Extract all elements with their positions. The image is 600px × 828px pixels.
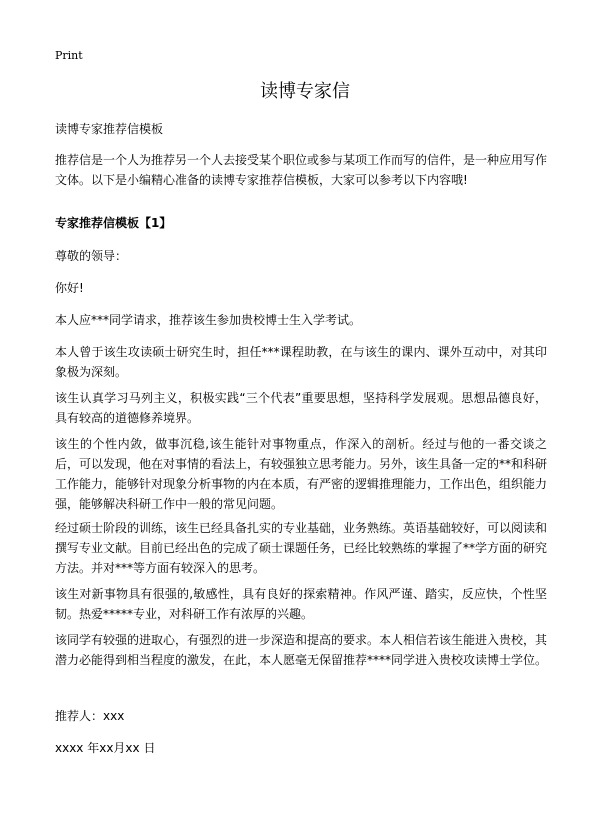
letter-paragraph: 经过硕士阶段的训练，该生已经具备扎实的专业基础，业务熟练。英语基础较好，可以阅读和撰写专业文献。目前已经出色的完成了硕士课题任务，已经比较熟练的掌握了**学方面的研究方法。并对***等方面有较深入的思考。 <box>55 521 548 575</box>
document-subtitle: 读博专家推荐信模板 <box>55 122 164 136</box>
letter-signature: 推荐人：xxx <box>55 709 125 723</box>
intro-paragraph: 推荐信是一个人为推荐另一个人去接受某个职位或参与某项工作而写的信件，是一种应用写作文体。以下是小编精心准备的读博专家推荐信模板，大家可以参考以下内容哦! <box>55 153 548 187</box>
letter-paragraph: 该生对新事物具有很强的,敏感性，具有良好的探索精神。作风严谨、踏实，反应快，个性坚韧。热爱*****专业，对科研工作有浓厚的兴趣。 <box>55 587 547 621</box>
page-title: 读博专家信 <box>260 81 350 102</box>
letter-paragraph: 该生的个性内敛，做事沉稳,该生能针对事物重点，作深入的剖析。经过与他的一番交谈之后，可以发现，他在对事情的看法上，有较强独立思考能力。另外，该生具备一定的**和科研工作能力，能够针对现象分析事物的内在本质，有严密的逻辑推理能力，工作出色，组织能力强，能够解决科研工作中一般的常见问题。 <box>55 437 548 511</box>
letter-salutation: 尊敬的领导： <box>55 249 128 263</box>
letter-paragraph: 本人曾于该生攻读硕士研究生时，担任***课程助教，在与该生的课内、课外互动中，对其印象极为深刻。 <box>55 345 547 379</box>
section-heading: 专家推荐信模板【1】 <box>55 216 172 230</box>
letter-greeting: 你好! <box>55 281 84 295</box>
letter-paragraph: 该同学有较强的进取心，有强烈的进一步深造和提高的要求。本人相信若该生能进入贵校，其潜力必能得到相当程度的激发，在此，本人愿毫无保留推荐****同学进入贵校攻读博士学位。 <box>55 633 548 667</box>
print-link[interactable]: Print <box>55 49 83 62</box>
letter-paragraph: 该生认真学习马列主义，积极实践“三个代表”重要思想，坚持科学发展观。思想品德良好，具有较高的道德修养境界。 <box>55 391 547 425</box>
letter-date: xxxx 年xx月xx 日 <box>55 741 156 755</box>
letter-paragraph: 本人应***同学请求，推荐该生参加贵校博士生入学考试。 <box>55 313 362 327</box>
